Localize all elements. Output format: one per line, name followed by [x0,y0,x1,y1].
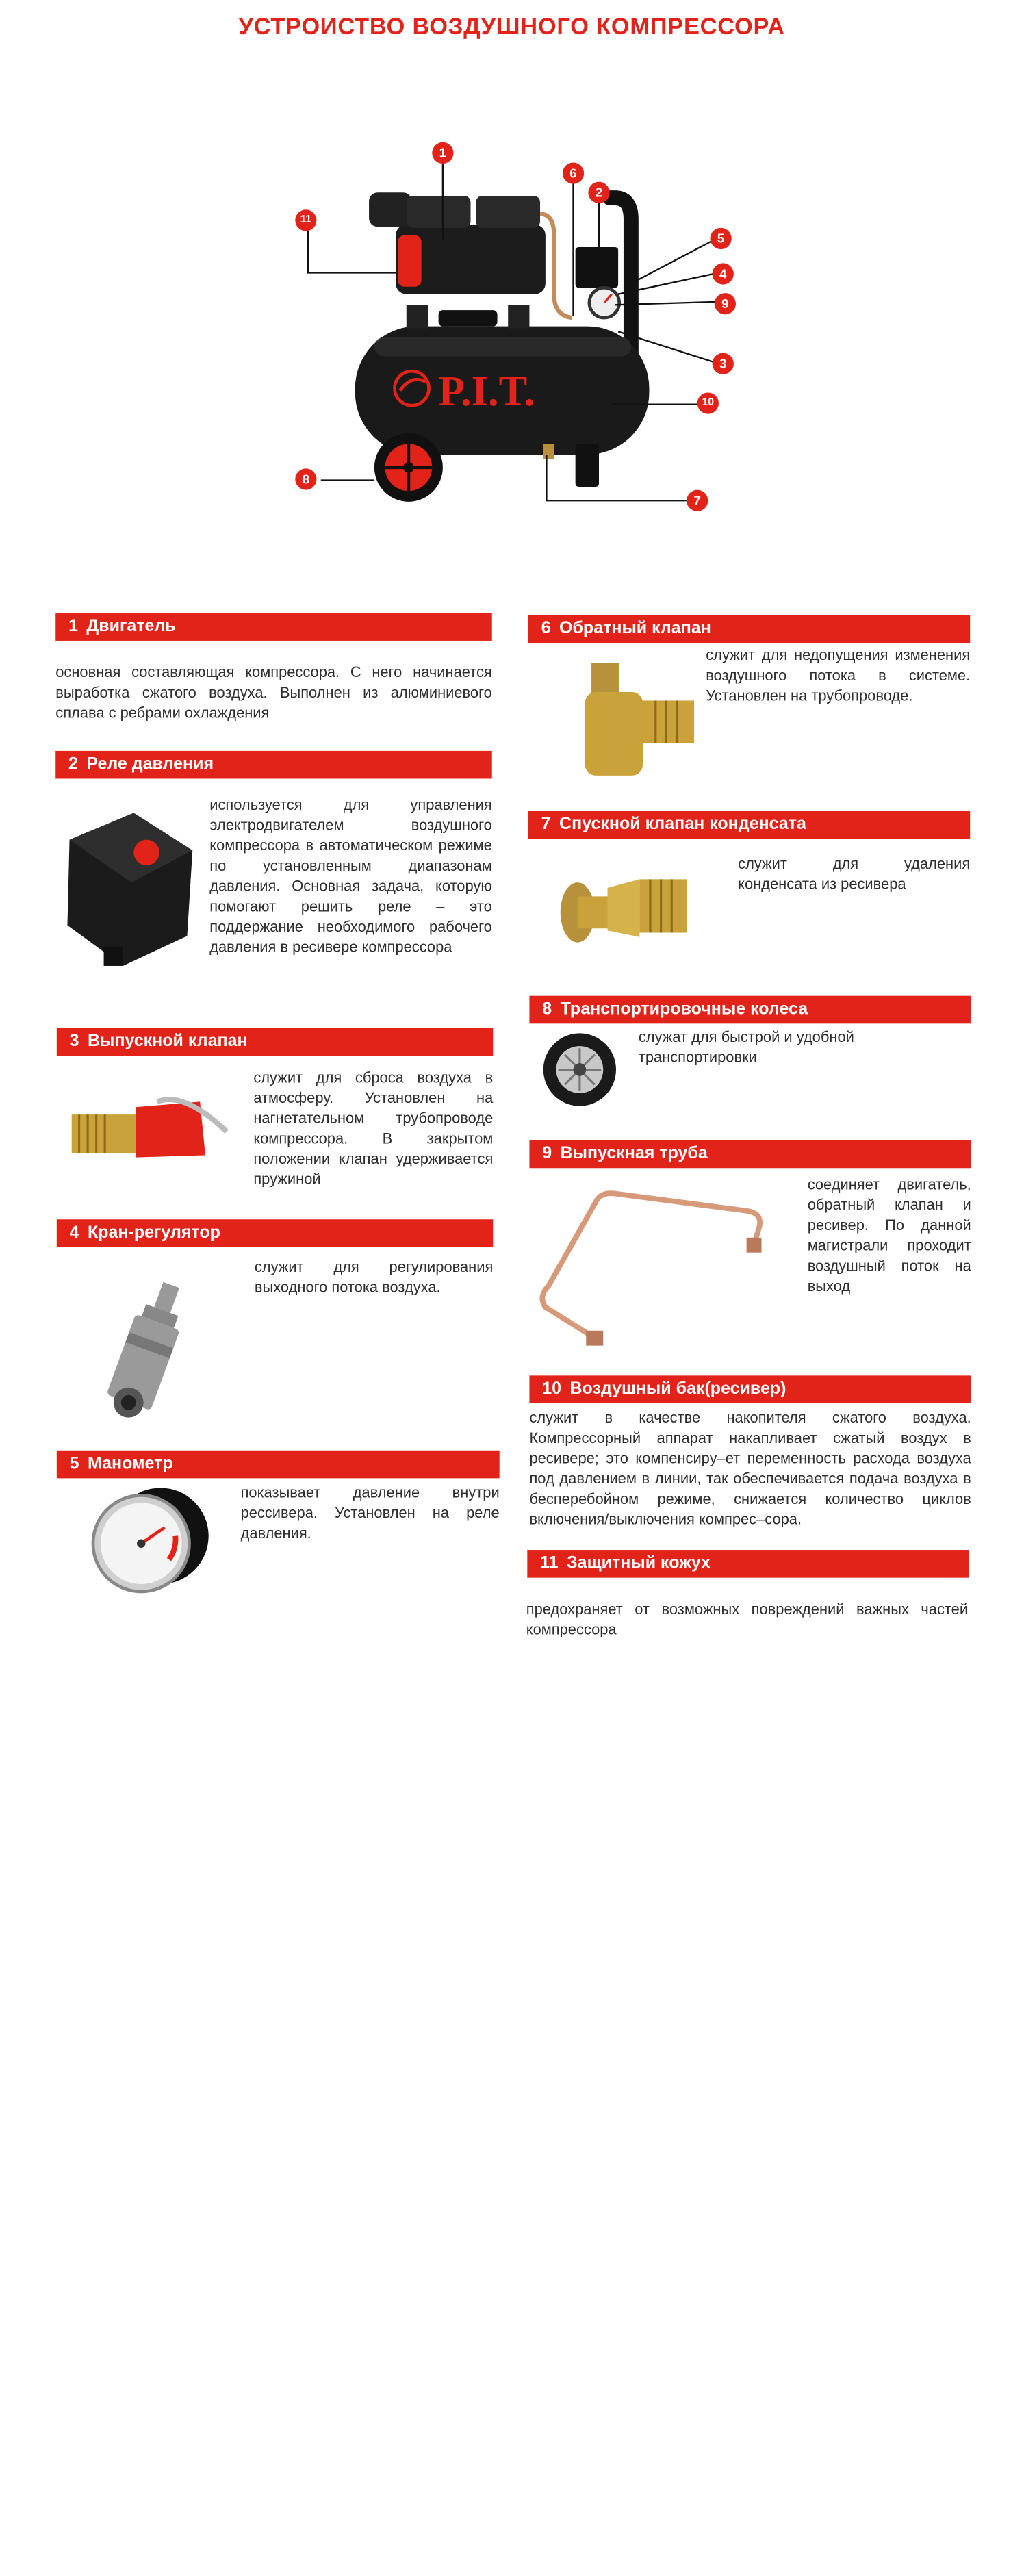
quick-coupler-icon [99,1275,195,1425]
section-bar-4 [57,1219,494,1247]
section-title: Манометр [87,1455,173,1473]
section-desc-3: служит для сброса воздуха в атмосферу. Установлен на нагнетательном трубопроводе компрессора. В закрытом положении клапан удерживается пружиной [253,1068,494,1188]
callout-3: 3 [713,353,734,374]
section-desc-8: служат для быстрой и удобной транспортировки [638,1028,854,1066]
section-bar-2 [55,751,492,779]
section-title: Транспортировочные колеса [560,999,808,1019]
callout-4: 4 [713,263,734,284]
pressure-switch-icon [59,808,198,968]
compressor-diagram [278,133,759,529]
callout-1: 1 [432,142,453,164]
section-number: 4 [69,1223,79,1242]
section-bar-9 [529,1140,971,1169]
callout-11: 11 [295,209,316,231]
section-number: 10 [542,1379,561,1399]
section-title: Выпускной клапан [87,1032,248,1051]
callout-8: 8 [295,468,316,489]
section-bar-1 [55,613,492,641]
callout-9: 9 [715,293,736,314]
section-bar-8 [529,996,971,1024]
callout-5: 5 [711,228,732,249]
section-bar-10 [529,1375,971,1403]
section-number: 7 [541,815,551,834]
section-bar-7 [528,811,970,839]
section-bar-3 [57,1028,494,1056]
callout-7: 7 [687,490,708,511]
section-desc-10: служит в качестве накопителя сжатого воздуха. Компрессорный аппарат накапливает сжатый воздух в ресивере; это компенсиру–ет переменность расхода воздуха под давлением в линии, так обеспечивается подача воздуха в бесперебойном режиме, снижается количество циклов включения/выключения компрес–сора. [529,1408,971,1528]
section-desc-9: соединяет двигатель, обратный клапан и ресивер. По данной магистрали проходит воздушный поток на выход [807,1175,971,1295]
brand-logo: P.I.T. [438,367,535,416]
wheel-icon [535,1029,631,1109]
section-number: 6 [541,619,551,638]
drain-valve-icon [556,865,695,945]
section-number: 1 [68,617,78,636]
section-number: 9 [542,1144,552,1163]
section-desc-2: используется для управления электродвигателем воздушного компрессора в автоматическом режиме по установленным диапазонам давления. Основная задача, которую помогают решить реле – это поддержание необходимого рабочего давления в ресивере компрессора [209,795,492,956]
callout-2: 2 [588,182,609,203]
gauge-icon [86,1485,214,1597]
copper-pipe-icon [533,1179,778,1355]
section-title: Двигатель [86,617,176,636]
section-title: Спускной клапан конденсата [559,815,806,834]
section-title: Реле давления [86,755,214,774]
page-title: УСТРОИСТВО ВОЗДУШНОГО КОМПРЕССОРА [238,12,785,40]
check-valve-icon [580,658,704,787]
section-number: 11 [540,1554,559,1572]
section-desc-7: служит для удаления конденсата из ресивера [738,854,971,893]
section-number: 5 [69,1455,79,1473]
callout-6: 6 [563,163,584,184]
section-number: 3 [69,1032,79,1051]
section-title: Кран-регулятор [87,1223,220,1242]
section-number: 2 [68,755,78,774]
section-title: Выпускная труба [560,1144,708,1163]
section-number: 8 [542,999,552,1019]
section-desc-6: служит для недопущения изменения воздушного потока в системе. Установлен на трубопроводе. [706,646,971,704]
callout-10: 10 [697,392,719,413]
section-desc-1: основная составляющая компрессора. С него начинается выработка сжатого воздуха. Выполнен из алюминиевого сплава с ребрами охлаждения [55,663,492,722]
section-desc-5: показывает давление внутри рессивера. Установлен на реле давления. [240,1483,500,1542]
section-bar-5 [57,1451,500,1479]
section-desc-11: предохраняет от возможных повреждений важных частей компрессора [526,1600,969,1638]
section-title: Воздушный бак(ресивер) [569,1379,786,1399]
section-bar-6 [528,615,970,643]
section-bar-11 [527,1550,969,1578]
section-desc-4: служит для регулирования выходного потока воздуха. [254,1258,494,1296]
section-title: Защитный кожух [567,1554,711,1572]
section-title: Обратный клапан [559,619,711,638]
safety-valve-icon [66,1091,238,1171]
